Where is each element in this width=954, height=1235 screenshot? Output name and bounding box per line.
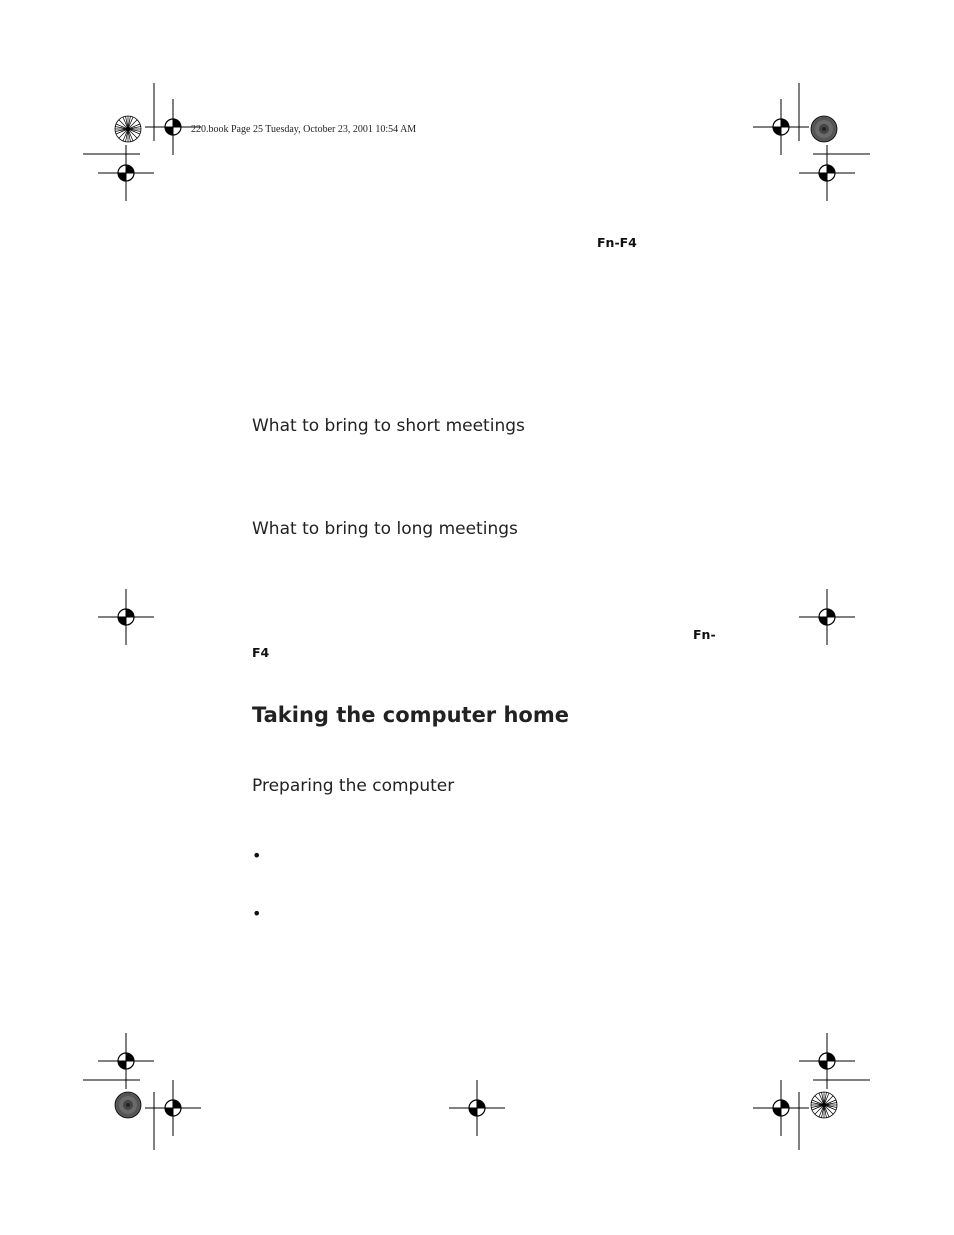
registration-mark xyxy=(799,1033,855,1089)
registration-mark xyxy=(98,589,154,645)
registration-mark xyxy=(145,1080,201,1136)
starburst-mark xyxy=(115,116,141,142)
registration-mark xyxy=(449,1080,505,1136)
key-combo-f4-part: F4 xyxy=(252,645,270,660)
key-combo-fn-f4: Fn-F4 xyxy=(597,235,637,250)
starburst-mark xyxy=(811,1092,837,1118)
heading-preparing-computer: Preparing the computer xyxy=(252,776,455,796)
section-title-taking-home: Taking the computer home xyxy=(252,703,569,727)
registration-mark xyxy=(753,99,809,155)
density-mark xyxy=(811,116,837,142)
registration-mark xyxy=(98,145,154,201)
list-bullet: • xyxy=(252,904,262,923)
registration-mark xyxy=(98,1033,154,1089)
heading-long-meetings: What to bring to long meetings xyxy=(252,519,518,539)
registration-mark xyxy=(799,145,855,201)
list-bullet: • xyxy=(252,846,262,865)
density-mark xyxy=(115,1092,141,1118)
heading-short-meetings: What to bring to short meetings xyxy=(252,416,525,436)
print-header: 220.book Page 25 Tuesday, October 23, 2001 10:54 AM xyxy=(191,124,417,135)
registration-mark xyxy=(799,589,855,645)
key-combo-fn-part: Fn- xyxy=(693,627,716,642)
registration-mark xyxy=(753,1080,809,1136)
